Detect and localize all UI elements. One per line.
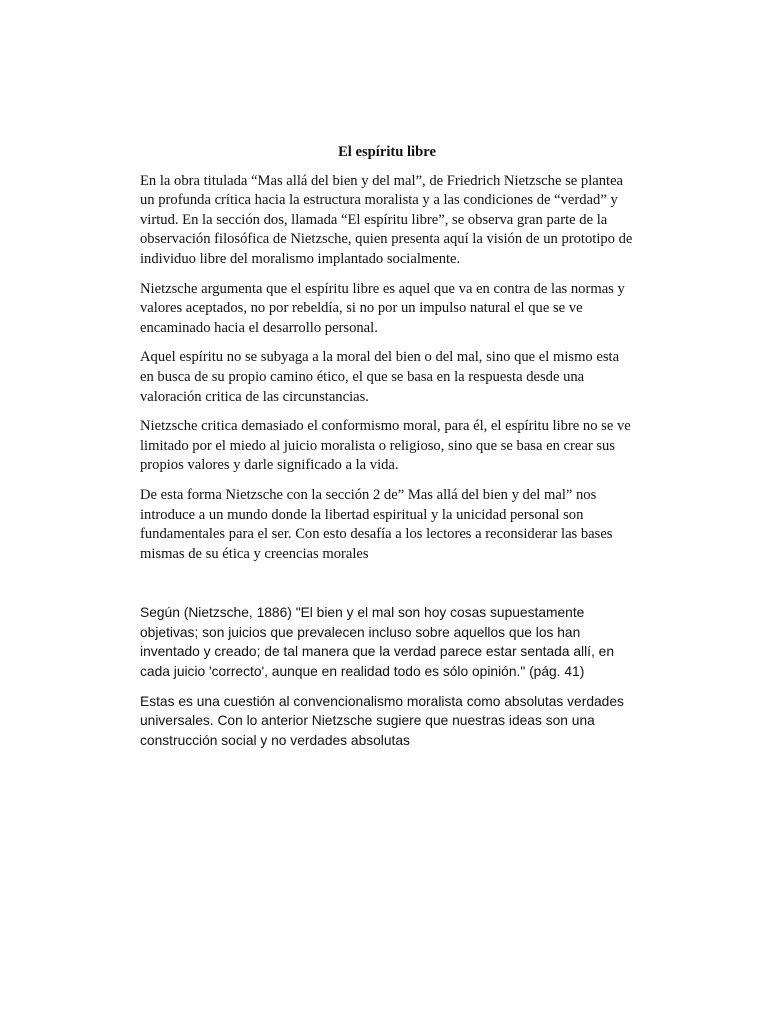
paragraph-conformism: Nietzsche critica demasiado el conformismo moral, para él, el espíritu libre no se ve limitado por el miedo al juicio moralista o religioso, sino que se basa en crear sus propios valores y darle significado a la vida.	[140, 418, 631, 474]
document-title: El espíritu libre	[338, 144, 436, 160]
document-body	[140, 143, 634, 760]
quote-intro: Según (Nietzsche, 1886)	[140, 605, 296, 621]
paragraph-intro: En la obra titulada “Mas allá del bien y del mal”, de Friedrich Nietzsche se plantea un profunda crítica hacia la estructura moralista y a las condiciones de “verdad” y virtud. En la sección dos, llamada “El espíritu libre”, se observa gran parte de la observación filosófica de Nietzsche, quien presenta aquí la visión de un prototipo de individuo libre del moralismo implantado socialmente.	[140, 172, 633, 267]
paragraph-conclusion: De esta forma Nietzsche con la sección 2 de” Mas allá del bien y del mal” nos introduce a un mundo donde la libertad espiritual y la unicidad personal son fundamentales para el ser. Con esto desafía a los lectores a reconsiderar las bases mismas de su ética y creencias morales	[140, 486, 613, 562]
paragraph-closing: Estas es una cuestión al convencionalismo moralista como absolutas verdades universales. Con lo anterior Nietzsche sugiere que nuestras ideas son una construcción social y no verdades absolutas	[140, 693, 624, 748]
paragraph-argument: Nietzsche argumenta que el espíritu libre es aquel que va en contra de las normas y valores aceptados, no por rebeldía, si no por un impulso natural el que se ve encaminado hacia el desarrollo personal.	[140, 280, 625, 336]
quote-paragraph	[140, 603, 634, 681]
quote-text: "El bien y el mal son hoy cosas supuestamente objetivas; son juicios que prevalecen incluso sobre aquellos que los han inventado y creado; de tal manera que la verdad parece estar sentada allí, en cada juicio 'correcto', aunque en realidad todo es sólo opinión." (pág. 41)	[140, 605, 614, 680]
paragraph-ethics: Aquel espíritu no se subyaga a la moral del bien o del mal, sino que el mismo esta en busca de su propio camino ético, el que se basa en la respuesta desde una valoración critica de las circunstancias.	[140, 349, 620, 405]
spacer	[140, 574, 634, 603]
